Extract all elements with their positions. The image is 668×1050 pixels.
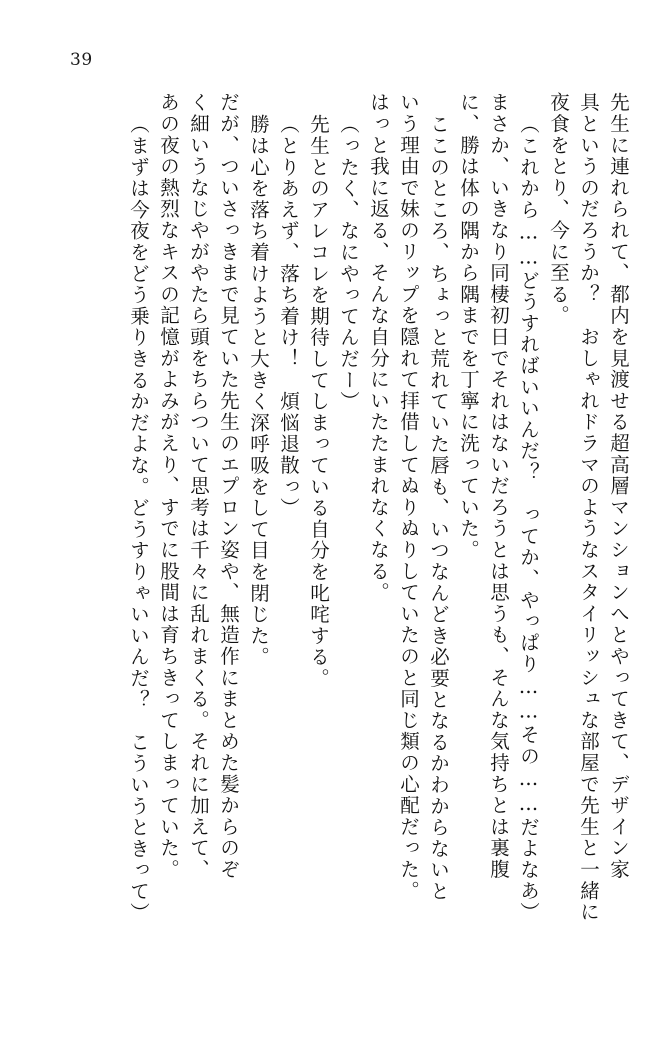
text-line: 先生とのアレコレを期待してしまっている自分を叱咤する。 xyxy=(307,114,330,690)
text-line: まさか、いきなり同棲初日でそれはないだろうとは思うも、そんな気持ちとは裏腹 xyxy=(487,92,510,881)
text-line: （まずは今夜をどう乗りきるかだよな。どうすりゃいいんだ？ こういうときって） xyxy=(127,114,150,924)
text-line: 勝は心を落ち着けようと大きく深呼吸をして目を閉じた。 xyxy=(247,114,270,668)
text-line: く細いうなじやがやたら頭をちらついて思考は千々に乱れまくる。それに加えて、 xyxy=(187,92,210,881)
text-line: 先生に連れられて、都内を見渡せる超高層マンションへとやってきて、デザイン家 xyxy=(607,92,630,881)
text-line: （これから……どうすればいいんだ？ ってか、やっぱり……その……だよなあ） xyxy=(517,114,540,924)
page-number: 39 xyxy=(70,50,93,70)
vertical-text-body xyxy=(40,92,628,1022)
text-line: はっと我に返る、そんな自分にいたたまれなくなる。 xyxy=(367,92,390,604)
text-line: 具というのだろうか？ おしゃれドラマのようなスタイリッシュな部屋で先生と一緒に xyxy=(577,92,600,923)
text-line: に、勝は体の隅から隅までを丁寧に洗っていた。 xyxy=(457,92,480,561)
text-line: いう理由で妹のリップを隠れて拝借してぬりぬりしていたのと同じ類の心配だった。 xyxy=(397,92,420,902)
text-line: 夜食をとり、今に至る。 xyxy=(547,92,570,327)
text-line: あの夜の熱烈なキスの記憶がよみがえり、すでに股間は育ちきってしまっていた。 xyxy=(157,92,180,881)
text-line: だが、ついさっきまで見ていた先生のエプロン姿や、無造作にまとめた髪からのぞ xyxy=(217,92,240,881)
text-line: （とりあえず、落ち着け！ 煩悩退散っ） xyxy=(277,114,300,519)
text-line: ここのところ、ちょっと荒れていた唇も、いつなんどき必要となるかわからないと xyxy=(427,114,450,903)
text-line: （ったく、なにやってんだー） xyxy=(337,114,360,413)
